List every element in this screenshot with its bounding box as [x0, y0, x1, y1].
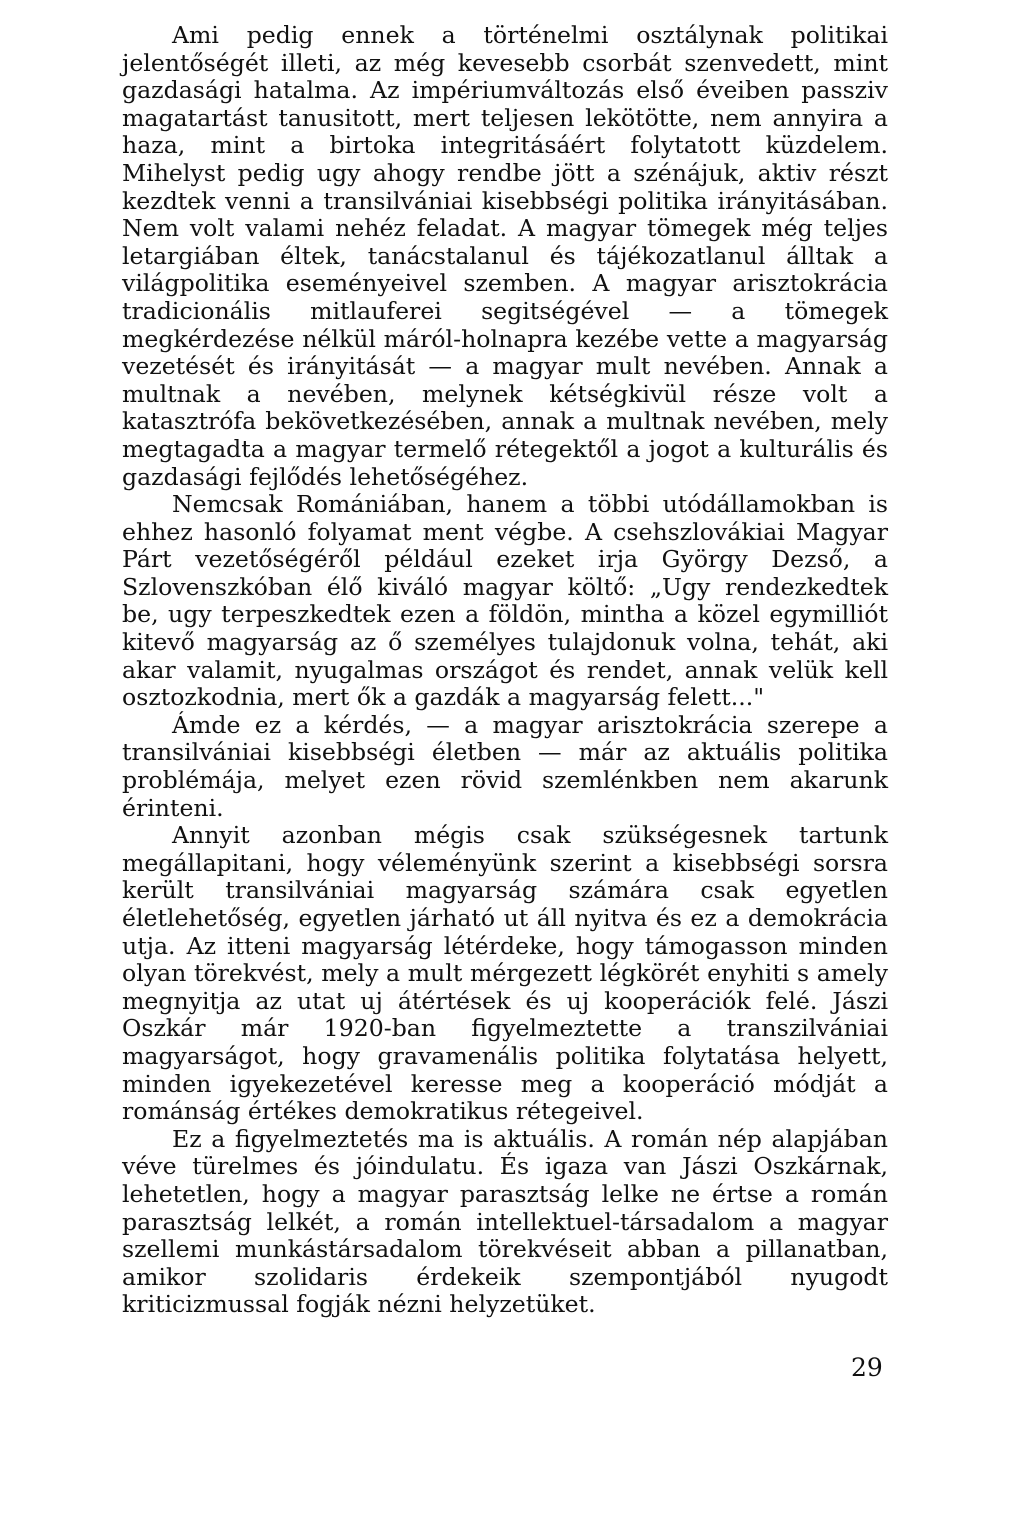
paragraph-successor-states: Nemcsak Romániában, hanem a többi utódállamokban is ehhez hasonló folyamat ment végbe. A csehszlovákiai Magyar Párt vezetőségéről például ezeket irja György Dezső, a Szlovenszkóban élő kiváló magyar költő: „Ugy rendezkedtek be, ugy terpeszkedtek ezen a földön, mintha a közel egymilliót kitevő magyarság az ő személyes tulajdonuk volna, tehát, aki akar valamit, nyugalmas országot és rendet, annak velük kell osztozkodnia, mert ők a gazdák a magyarság felett...": [122, 490, 888, 712]
paragraph-democracy: Annyit azonban mégis csak szükségesnek tartunk megállapitani, hogy véleményünk szerint a kisebbségi sorsra került transilvániai magyarság számára csak egyetlen életlehetőség, egyetlen járható ut áll nyitva és ez a demokrácia utja. Az itteni magyarság létérdeke, hogy támogasson minden olyan törekvést, mely a mult mérgezett légkörét enyhiti s amely megnyitja az utat uj átértések és uj kooperációk felé. Jászi Oszkár már 1920-ban figyelmeztette a transzilvániai magyarságot, hogy gravamenális politika folytatása helyett, minden igyekezetével keresse meg a kooperáció módját a románság értékes demokratikus rétegeivel.: [122, 821, 888, 1126]
paragraph-question: Ámde ez a kérdés, — a magyar arisztokrácia szerepe a transilvániai kisebbségi életben — már az aktuális politika problémája, melyet ezen rövid szemlénkben nem akarunk érinteni.: [122, 710, 888, 822]
body-text: [122, 22, 888, 1319]
paragraph-warning: Ez a figyelmeztetés ma is aktuális. A román nép alapjában véve türelmes és jóindulatu. És igaza van Jászi Oszkárnak, lehetetlen, hogy a magyar parasztság lelke ne értse a román parasztság lelkét, a román intellektuel-társadalom a magyar szellemi munkástársadalom törekvéseit abban a pillanatban, amikor szolidaris érdekeik szempontjából nyugodt kriticizmussal fogják nézni helyzetüket.: [122, 1124, 888, 1319]
page-number: 29: [851, 1353, 883, 1382]
paragraph-aristocracy-politics: Ami pedig ennek a történelmi osztálynak politikai jelentőségét illeti, az még kevesebb csorbát szenvedett, mint gazdasági hatalma. Az impériumváltozás első éveiben passziv magatartást tanusitott, mert teljesen lekötötte, nem annyira a haza, mint a birtoka integritásáért folytatott küzdelem. Mihelyst pedig ugy ahogy rendbe jött a szénájuk, aktiv részt kezdtek venni a transilvániai kisebbségi politika irányitásában. Nem volt valami nehéz feladat. A magyar tömegek még teljes letargiában éltek, tanácstalanul és tájékozatlanul álltak a világpolitika eseményeivel szemben. A magyar arisztokrácia tradicionális mitlauferei segitségével — a tömegek megkérdezése nélkül máról-holnapra kezébe vette a magyarság vezetését és irányitását — a magyar mult nevében. Annak a multnak a nevében, melynek kétségkivül része volt a katasztrófa bekövetkezésében, annak a multnak nevében, mely megtagadta a magyar termelő rétegektől a jogot a kulturális és gazdasági fejlődés lehetőségéhez.: [122, 21, 888, 491]
